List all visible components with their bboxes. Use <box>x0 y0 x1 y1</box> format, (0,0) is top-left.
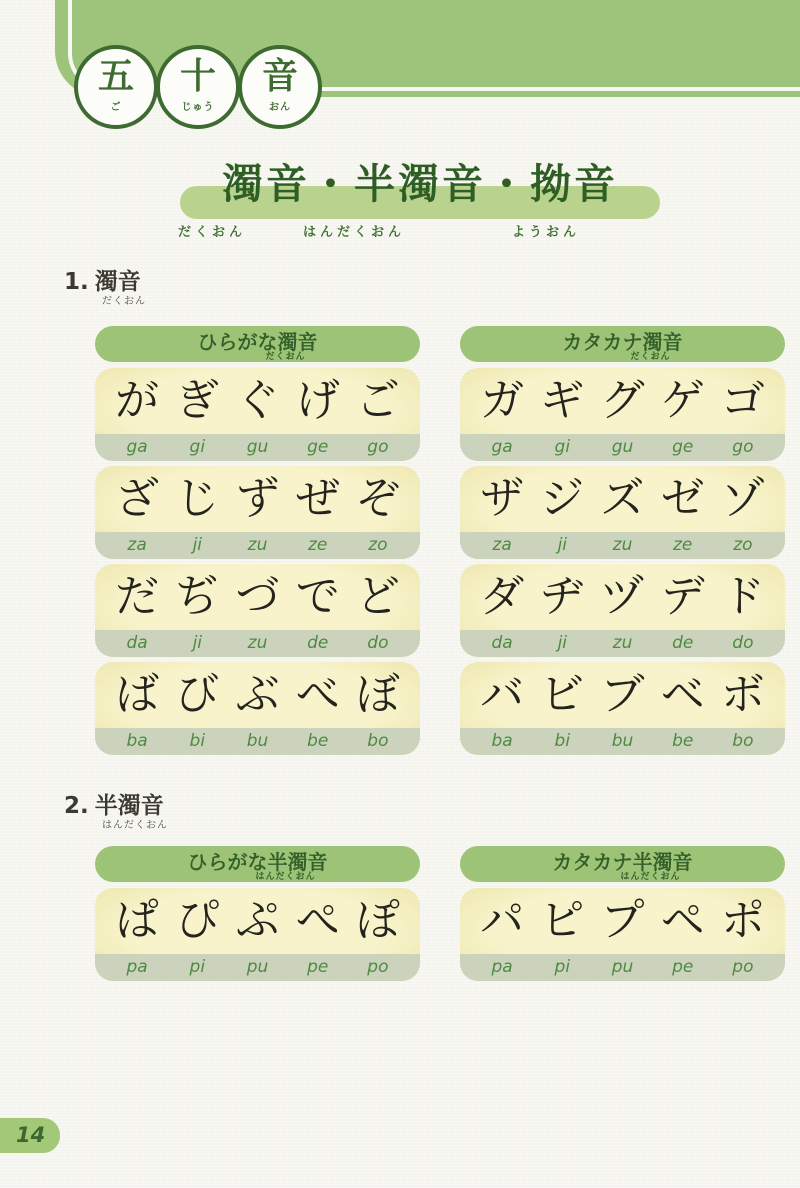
romaji-row <box>460 630 785 657</box>
romaji-cell: po <box>367 957 389 977</box>
kana-cell: ぜ <box>295 473 340 524</box>
kana-cell: ビ <box>540 669 585 720</box>
romaji-row <box>95 954 420 981</box>
kana-row-block <box>460 564 785 657</box>
kana-cell: づ <box>235 571 280 622</box>
kana-cell: ガ <box>480 375 525 426</box>
kana-cell: ぱ <box>115 895 160 946</box>
table-header-furigana: はんだくおん <box>620 872 681 882</box>
banner-circle <box>156 45 240 129</box>
romaji-cell: ji <box>192 633 203 653</box>
kana-cell: パ <box>480 895 525 946</box>
romaji-cell: gi <box>554 437 571 457</box>
kana-cell: ぴ <box>175 895 220 946</box>
romaji-cell: ga <box>126 437 148 457</box>
page-title-block <box>177 158 660 244</box>
title-furigana: ようおん <box>511 225 580 240</box>
kana-cell: ド <box>720 571 765 622</box>
romaji-cell: bu <box>611 731 634 751</box>
kana-cell: ピ <box>540 895 585 946</box>
banner-circles <box>74 45 320 129</box>
romaji-cell: ji <box>557 633 568 653</box>
romaji-cell: ze <box>673 535 693 555</box>
kana-cell: ご <box>355 375 400 426</box>
table-header-furigana: だくおん <box>630 352 671 362</box>
romaji-row <box>95 630 420 657</box>
romaji-cell: pe <box>672 957 694 977</box>
kana-table <box>95 326 420 755</box>
title-furigana: はんだくおん <box>302 225 405 240</box>
romaji-row <box>95 434 420 461</box>
kana-cell: ぷ <box>235 895 280 946</box>
kana-cell: ジ <box>540 473 585 524</box>
kana-cell: ぽ <box>355 895 400 946</box>
kana-row <box>460 888 785 954</box>
kana-cell: ゴ <box>720 375 765 426</box>
romaji-cell: pa <box>491 957 513 977</box>
kana-row <box>460 662 785 728</box>
kana-cell: ポ <box>720 895 765 946</box>
kana-cell: ダ <box>480 571 525 622</box>
romaji-cell: zu <box>247 535 268 555</box>
section-heading-furigana: はんだくおん <box>102 820 168 831</box>
romaji-cell: ze <box>308 535 328 555</box>
romaji-cell: zu <box>612 535 633 555</box>
romaji-cell: bo <box>367 731 389 751</box>
romaji-cell: pe <box>307 957 329 977</box>
kana-cell: ど <box>355 571 400 622</box>
kana-cell: ぐ <box>235 375 280 426</box>
kana-cell: げ <box>295 375 340 426</box>
page-number: 14 <box>16 1123 46 1147</box>
romaji-cell: pu <box>611 957 634 977</box>
romaji-cell: zu <box>247 633 268 653</box>
romaji-cell: pi <box>189 957 206 977</box>
kana-cell: ぺ <box>295 895 340 946</box>
kana-row <box>95 662 420 728</box>
romaji-cell: de <box>672 633 694 653</box>
romaji-cell: bo <box>732 731 754 751</box>
kana-table <box>460 846 785 981</box>
romaji-cell: ba <box>126 731 148 751</box>
kana-row-block <box>95 888 420 981</box>
kana-cell: ブ <box>600 669 645 720</box>
kana-row <box>95 888 420 954</box>
kana-cell: ぢ <box>175 571 220 622</box>
section-heading-furigana: だくおん <box>102 296 146 307</box>
kana-cell: ざ <box>115 473 160 524</box>
romaji-row <box>460 728 785 755</box>
kana-row-block <box>95 466 420 559</box>
kana-cell: ベ <box>660 669 705 720</box>
section-heading <box>64 268 800 296</box>
table-header-furigana: はんだくおん <box>255 872 316 882</box>
kana-row <box>460 466 785 532</box>
kana-cell: ペ <box>660 895 705 946</box>
romaji-cell: be <box>672 731 694 751</box>
kana-cell: グ <box>600 375 645 426</box>
section-dakuon <box>0 268 800 768</box>
romaji-cell: pu <box>246 957 269 977</box>
section-number: 1. <box>64 269 89 295</box>
kana-cell: ぞ <box>355 473 400 524</box>
title-furigana-row <box>177 221 660 240</box>
table-header-label: カタカナ半濁音 <box>552 850 693 874</box>
romaji-cell: zu <box>612 633 633 653</box>
kana-cell: ゼ <box>660 473 705 524</box>
kana-cell: プ <box>600 895 645 946</box>
kana-row-block <box>460 368 785 461</box>
kana-cell: で <box>295 571 340 622</box>
kana-cell: ぎ <box>175 375 220 426</box>
romaji-cell: bi <box>189 731 206 751</box>
romaji-cell: ge <box>672 437 694 457</box>
table-header-pill <box>95 846 420 882</box>
kana-row-block <box>95 662 420 755</box>
romaji-cell: gi <box>189 437 206 457</box>
romaji-cell: pi <box>554 957 571 977</box>
romaji-cell: de <box>307 633 329 653</box>
kana-cell: バ <box>480 669 525 720</box>
table-header-label: ひらがな濁音 <box>197 330 318 354</box>
kana-cell: ヅ <box>600 571 645 622</box>
romaji-cell: go <box>367 437 389 457</box>
kana-row-block <box>95 564 420 657</box>
romaji-cell: ji <box>557 535 568 555</box>
circle-furigana: じゅう <box>181 102 215 113</box>
banner-circle <box>74 45 158 129</box>
page-title: 濁音・半濁音・拗音 <box>222 160 618 208</box>
romaji-cell: po <box>732 957 754 977</box>
banner-circle <box>238 45 322 129</box>
circle-furigana: おん <box>269 102 291 113</box>
kana-cell: ぶ <box>235 669 280 720</box>
romaji-cell: zo <box>368 535 388 555</box>
circle-furigana: ご <box>110 102 122 113</box>
kana-cell: ぼ <box>355 669 400 720</box>
kana-cell: ば <box>115 669 160 720</box>
romaji-cell: gu <box>246 437 269 457</box>
romaji-cell: do <box>367 633 389 653</box>
romaji-cell: gu <box>611 437 634 457</box>
title-furigana: だくおん <box>177 225 246 240</box>
romaji-cell: da <box>126 633 148 653</box>
circle-kanji: 音 <box>261 56 298 97</box>
romaji-cell: bi <box>554 731 571 751</box>
kana-row <box>460 368 785 434</box>
section-handakuon <box>0 792 800 1012</box>
kana-row-block <box>95 368 420 461</box>
romaji-cell: da <box>491 633 513 653</box>
kana-row <box>95 564 420 630</box>
romaji-cell: za <box>127 535 147 555</box>
kana-row <box>95 368 420 434</box>
romaji-cell: za <box>492 535 512 555</box>
circle-kanji: 五 <box>97 56 134 97</box>
section-number: 2. <box>64 793 89 819</box>
romaji-row <box>460 954 785 981</box>
romaji-cell: ga <box>491 437 513 457</box>
kana-row-block <box>460 888 785 981</box>
kana-table <box>95 846 420 981</box>
romaji-cell: do <box>732 633 754 653</box>
table-header-label: ひらがな半濁音 <box>187 850 328 874</box>
kana-cell: ザ <box>480 473 525 524</box>
kana-cell: ギ <box>540 375 585 426</box>
kana-table <box>460 326 785 755</box>
kana-row-block <box>460 662 785 755</box>
romaji-row <box>460 532 785 559</box>
kana-cell: ゾ <box>720 473 765 524</box>
romaji-cell: ge <box>307 437 329 457</box>
kana-row <box>460 564 785 630</box>
kana-cell: じ <box>175 473 220 524</box>
kana-cell: ズ <box>600 473 645 524</box>
kana-cell: ボ <box>720 669 765 720</box>
romaji-cell: be <box>307 731 329 751</box>
table-header-pill <box>95 326 420 362</box>
section-heading-text: 濁音 <box>94 269 141 295</box>
kana-cell: ず <box>235 473 280 524</box>
romaji-cell: ji <box>192 535 203 555</box>
romaji-cell: zo <box>733 535 753 555</box>
romaji-row <box>95 728 420 755</box>
kana-row <box>95 466 420 532</box>
romaji-cell: bu <box>246 731 269 751</box>
circle-kanji: 十 <box>179 56 216 97</box>
kana-cell: が <box>115 375 160 426</box>
kana-row-block <box>460 466 785 559</box>
kana-cell: だ <box>115 571 160 622</box>
table-header-pill <box>460 846 785 882</box>
romaji-cell: ba <box>491 731 513 751</box>
page-number-tab <box>0 1118 60 1153</box>
kana-cell: デ <box>660 571 705 622</box>
section-heading-text: 半濁音 <box>94 793 164 819</box>
section-heading <box>64 792 800 820</box>
kana-cell: ヂ <box>540 571 585 622</box>
kana-cell: ゲ <box>660 375 705 426</box>
kana-cell: び <box>175 669 220 720</box>
table-header-pill <box>460 326 785 362</box>
table-header-furigana: だくおん <box>265 352 306 362</box>
romaji-row <box>95 532 420 559</box>
kana-cell: べ <box>295 669 340 720</box>
table-header-label: カタカナ濁音 <box>562 330 683 354</box>
romaji-cell: go <box>732 437 754 457</box>
romaji-row <box>460 434 785 461</box>
romaji-cell: pa <box>126 957 148 977</box>
